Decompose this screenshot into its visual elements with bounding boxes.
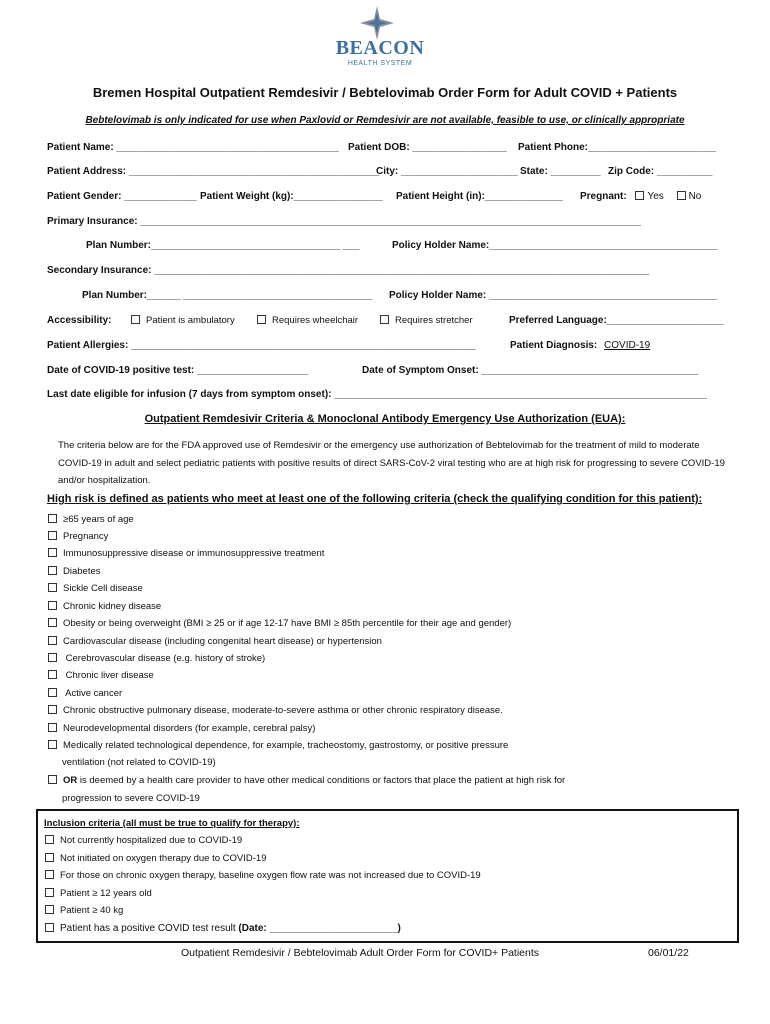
criteria-section-title: Outpatient Remdesivir Criteria & Monoclonal Antibody Emergency Use Authorization (EUA): (144, 413, 626, 425)
criteria-item[interactable]: Cardiovascular disease (including congenital heart disease) or hypertension (48, 636, 382, 647)
logo-name: BEACON (335, 37, 425, 59)
criteria-item[interactable]: ≥65 years of age (48, 514, 134, 525)
criteria-item[interactable]: Pregnancy (48, 531, 108, 542)
criteria-item[interactable]: Medically related technological dependence, for example, tracheostomy, gastrostomy, or positive pressure (48, 740, 508, 751)
criteria-checkbox[interactable] (48, 566, 57, 575)
criteria-checkbox[interactable] (48, 723, 57, 732)
patient-diagnosis-value: COVID-19 (604, 340, 651, 351)
footer-date: 06/01/22 (648, 947, 689, 959)
stretcher-label: Requires stretcher (395, 315, 473, 326)
inclusion-item[interactable]: Not initiated on oxygen therapy due to COVID-19 (45, 853, 266, 864)
patient-address-field[interactable]: Patient Address: _____________________________________________ (47, 166, 380, 177)
symptom-onset-date-field[interactable]: Date of Symptom Onset: _______________________________________ (362, 365, 699, 376)
criteria-item[interactable]: Active cancer (48, 688, 122, 699)
stretcher-option[interactable] (380, 315, 473, 326)
high-risk-title: High risk is defined as patients who meet at least one of the following criteria (check the qualifying condition for this patient): (47, 493, 703, 505)
criteria-checkbox[interactable] (48, 740, 57, 749)
ambulatory-label: Patient is ambulatory (146, 315, 235, 326)
criteria-checkbox[interactable] (48, 548, 57, 557)
pregnant-no-checkbox[interactable] (677, 191, 686, 200)
inclusion-item[interactable]: For those on chronic oxygen therapy, baseline oxygen flow rate was not increased due to COVID-19 (45, 870, 481, 881)
ambulatory-checkbox[interactable] (131, 315, 140, 324)
criteria-item[interactable]: Obesity or being overweight (BMI ≥ 25 or if age 12-17 have BMI ≥ 85th percentile for their age and gender) (48, 618, 511, 629)
criteria-checkbox[interactable] (48, 775, 57, 784)
secondary-insurance-field[interactable]: Secondary Insurance: _________________________________________________________________________________________ (47, 265, 650, 276)
criteria-item[interactable]: Chronic obstructive pulmonary disease, moderate-to-severe asthma or other chronic respiratory disease. (48, 705, 503, 716)
primary-plan-number-field[interactable]: Plan Number:__________________________________ ___ (86, 240, 360, 251)
secondary-policy-holder-field[interactable]: Policy Holder Name: _________________________________________ (389, 290, 718, 301)
page-subtitle: Bebtelovimab is only indicated for use when Paxlovid or Remdesivir are not available, feasible to use, or clinically appropriate (85, 115, 685, 126)
criteria-checkbox[interactable] (48, 688, 57, 697)
criteria-item[interactable]: Immunosuppressive disease or immunosuppressive treatment (48, 548, 324, 559)
criteria-item[interactable]: Chronic kidney disease (48, 601, 161, 612)
or-label: OR (63, 775, 78, 786)
city-field[interactable]: City: _____________________ (376, 166, 518, 177)
inclusion-checkbox[interactable] (45, 835, 54, 844)
inclusion-checkbox[interactable] (45, 853, 54, 862)
state-field[interactable]: State: _________ (520, 166, 601, 177)
footer-text: Outpatient Remdesivir / Bebtelovimab Adult Order Form for COVID+ Patients (181, 947, 540, 959)
inclusion-item[interactable]: Patient ≥ 40 kg (45, 905, 123, 916)
primary-policy-holder-field[interactable]: Policy Holder Name:_________________________________________ (392, 240, 718, 251)
criteria-checkbox[interactable] (48, 705, 57, 714)
covid-test-date-field[interactable]: Date of COVID-19 positive test: ____________________ (47, 365, 309, 376)
wheelchair-label: Requires wheelchair (272, 315, 359, 326)
patient-phone-field[interactable]: Patient Phone:_______________________ (518, 142, 716, 153)
pregnant-yes-label: Yes (647, 191, 664, 202)
patient-allergies-field[interactable]: Patient Allergies: ______________________________________________________________ (47, 340, 476, 351)
criteria-checkbox[interactable] (48, 670, 57, 679)
inclusion-checkbox[interactable] (45, 923, 54, 932)
inclusion-item-test-result[interactable]: Patient has a positive COVID test result (Date: _______________________) (45, 923, 401, 934)
secondary-plan-number-field[interactable]: Plan Number:______ __________________________________ (82, 290, 373, 301)
criteria-item[interactable]: Cerebrovascular disease (e.g. history of stroke) (48, 653, 265, 664)
pregnant-label: Pregnant: (580, 191, 627, 202)
patient-height-field[interactable]: Patient Height (in):______________ (396, 191, 563, 202)
stretcher-checkbox[interactable] (380, 315, 389, 324)
wheelchair-option[interactable] (257, 315, 358, 326)
criteria-checkbox[interactable] (48, 636, 57, 645)
inclusion-checkbox[interactable] (45, 905, 54, 914)
last-eligible-date-field[interactable]: Last date eligible for infusion (7 days from symptom onset): ___________________________________________________________________ (47, 389, 707, 400)
criteria-item[interactable]: Sickle Cell disease (48, 583, 143, 594)
primary-insurance-field[interactable]: Primary Insurance: __________________________________________________________________________________________ (47, 216, 641, 227)
criteria-item-continuation: progression to severe COVID-19 (62, 793, 200, 804)
inclusion-checkbox[interactable] (45, 888, 54, 897)
page-title: Bremen Hospital Outpatient Remdesivir / Bebtelovimab Order Form for Adult COVID + Patients (92, 85, 678, 100)
criteria-item-other[interactable]: OR is deemed by a health care provider to have other medical conditions or factors that place the patient at high risk for (48, 775, 565, 786)
criteria-paragraph: The criteria below are for the FDA approved use of Remdesivir or the emergency use authorization of Bebtelovimab for the treatment of mild to moderate COVID-19 in adult and select pediatric patients with positive results of direct SARS-CoV-2 viral testing who are at high risk for progressing to severe COVID-19 and/or hospitalization. (58, 440, 725, 486)
pregnant-group (580, 191, 701, 202)
criteria-item[interactable]: Neurodevelopmental disorders (for example, cerebral palsy) (48, 723, 315, 734)
test-result-date-field[interactable]: (Date: _______________________) (238, 923, 401, 934)
logo-subtitle: HEALTH SYSTEM (347, 60, 413, 67)
criteria-checkbox[interactable] (48, 653, 57, 662)
ambulatory-option[interactable] (131, 315, 235, 326)
pregnant-yes-checkbox[interactable] (635, 191, 644, 200)
criteria-item-continuation: ventilation (not related to COVID-19) (62, 757, 216, 768)
patient-name-field[interactable]: Patient Name: ________________________________________ (47, 142, 339, 153)
wheelchair-checkbox[interactable] (257, 315, 266, 324)
inclusion-item[interactable]: Patient ≥ 12 years old (45, 888, 152, 899)
patient-diagnosis-label: Patient Diagnosis: (510, 340, 598, 351)
preferred-language-field[interactable]: Preferred Language:_____________________ (509, 315, 724, 326)
inclusion-title: Inclusion criteria (all must be true to qualify for therapy): (44, 818, 300, 829)
criteria-checkbox[interactable] (48, 601, 57, 610)
patient-gender-field[interactable]: Patient Gender: _____________ (47, 191, 197, 202)
criteria-checkbox[interactable] (48, 618, 57, 627)
zip-code-field[interactable]: Zip Code: __________ (608, 166, 713, 177)
criteria-checkbox[interactable] (48, 531, 57, 540)
criteria-checkbox[interactable] (48, 514, 57, 523)
inclusion-checkbox[interactable] (45, 870, 54, 879)
patient-weight-field[interactable]: Patient Weight (kg):________________ (200, 191, 383, 202)
accessibility-label: Accessibility: (47, 315, 112, 326)
pregnant-no-label: No (688, 191, 702, 202)
beacon-star-logo-icon (360, 6, 394, 40)
criteria-checkbox[interactable] (48, 583, 57, 592)
inclusion-item[interactable]: Not currently hospitalized due to COVID-19 (45, 835, 242, 846)
criteria-item[interactable]: Diabetes (48, 566, 101, 577)
criteria-item[interactable]: Chronic liver disease (48, 670, 154, 681)
patient-diagnosis-group (510, 340, 650, 351)
patient-dob-field[interactable]: Patient DOB: _________________ (348, 142, 507, 153)
